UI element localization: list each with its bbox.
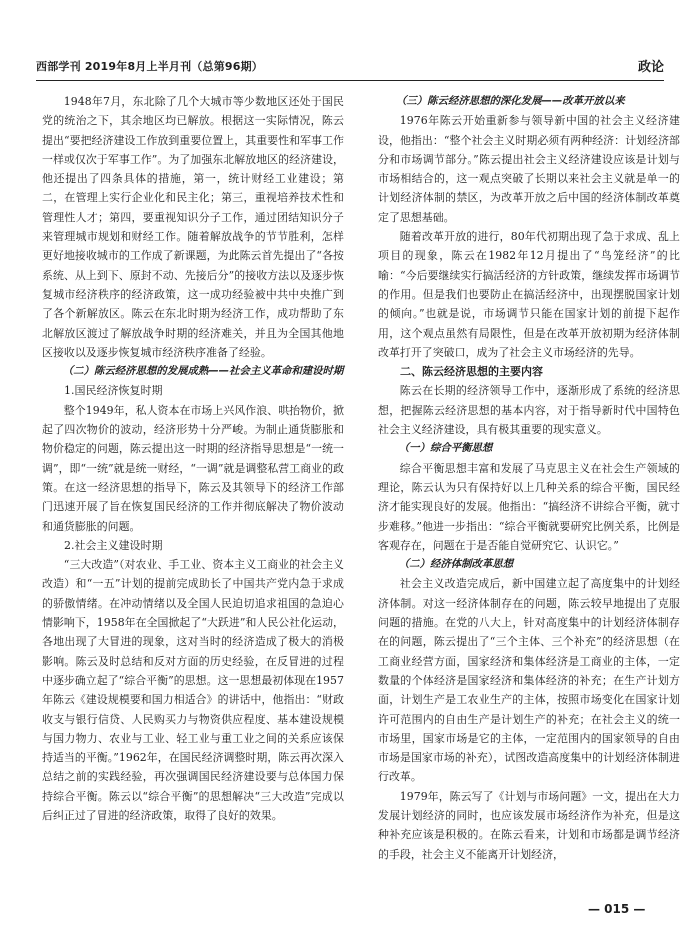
body-paragraph: “三大改造”（对农业、手工业、资本主义工商业的社会主义改造）和“一五”计划的提前完成助长了中国共产党内急于求成的骄傲情绪。在冲动情绪以及全国人民迫切追求祖国的急迫心情影响下，1958年在全国掀起了“大跃进”和人民公社化运动，各地出现了大冒进的现象，这对当时的经济造成了极大的消极影响。陈云及时总结和反对方面的历史经验，在反冒进的过程中逐步确立起了“综合平衡”的思想。这一思想最初体现在1957年陈云《建设规模要和国力相适合》的讲话中，他指出：“财政收支与银行信贷、人民购买力与物资供应程度、基本建设规模与国力物力、农业与工业、轻工业与重工业之间的关系应该保持适当的平衡。”1962年，在国民经济调整时期，陈云再次深入总结之前的实践经验，再次强调国民经济建设要与总体国力保持综合平衡。陈云以“综合平衡”的思想解决“三大改造”完成以后纠正过了冒进的经济政策，取得了良好的效果。 [42, 558, 344, 822]
journal-title: 西部学刊 2019年8月上半月刊（总第96期） [36, 60, 264, 73]
main-heading: 二、陈云经济思想的主要内容 [400, 365, 543, 379]
body-paragraph: 社会主义改造完成后，新中国建立起了高度集中的计划经济体制。对这一经济体制存在的问题，陈云较早地提出了克服问题的措施。在党的八大上，针对高度集中的计划经济体制存在的问题，陈云提出了“三个主体、三个补充”的经济思想（在工商业经营方面，国家经济和集体经济是工商业的主体，一定数量的个体经济是国家经济和集体经济的补充；在生产计划方面，计划生产是工农业生产的主体，按照市场变化在国家计划许可范围内的自由生产是计划生产的补充；在社会主义的统一市场里，国家市场是它的主体，一定范围内的国家领导的自由市场是国家市场的补充），试图改造高度集中的计划经济体制进行改革。 [378, 577, 680, 784]
section-heading: （一）综合平衡思想 [398, 442, 493, 455]
section-label: 政论 [637, 60, 664, 75]
section-heading: （二）陈云经济思想的发展成熟——社会主义革命和建设时期 [62, 365, 344, 378]
body-paragraph: 1979年，陈云写了《计划与市场问题》一文，提出在大力发展计划经济的同时，也应该发展市场经济作为补充，但是这种补充应该是积极的。在陈云看来，计划和市场都是调节经济的手段，社会主义不能离开计划经济， [378, 789, 680, 861]
section-heading: （三）陈云经济思想的深化发展——改革开放以来 [396, 95, 625, 107]
body-paragraph: 整个1949年，私人资本在市场上兴风作浪、哄抬物价，掀起了四次物价的波动，经济形势十分严峻。为制止通货膨胀和物价稳定的问题，陈云提出这一时期的经济指导思想是“一统一调”，即“一统”就是统一财经，“一调”就是调整私营工商业的政策。在这一经济思想的指导下，陈云及其领导下的经济工作部门迅速开展了旨在恢复国民经济的工作并彻底解决了物价波动和通货膨胀的问题。 [42, 403, 344, 533]
subsection-heading: 1.国民经济恢复时期 [64, 384, 163, 398]
section-heading: （二）经济体制改革思想 [398, 558, 514, 571]
body-paragraph: 综合平衡思想丰富和发展了马克思主义在社会生产领域的理论，陈云认为只有保持好以上几种关系的综合平衡，国民经济才能实现良好的发展。他指出：“搞经济不讲综合平衡，就寸步难移。”他进一步指出：“综合平衡就要研究比例关系，比例是客观存在，问题在于是否能自觉研究它、认识它。” [378, 461, 680, 552]
running-header [36, 58, 664, 76]
subsection-heading: 2.社会主义建设时期 [64, 538, 163, 552]
body-paragraph: 随着改革开放的进行，80年代初期出现了急于求成、乱上项目的现象，陈云在1982年12月提出了“鸟笼经济”的比喻：“今后要继续实行搞活经济的方针政策，继续发挥市场调节的作用。但是我们也要防止在搞活经济中，出现摆脱国家计划的倾向。”也就是说，市场调节只能在国家计划的前提下起作用，这个观点虽然有局限性，但是在改革开放初期为经济体制改革打开了突破口，成为了社会主义市场经济的先导。 [378, 230, 680, 359]
body-paragraph: 1948年7月，东北除了几个大城市等少数地区还处于国民党的统治之下，其余地区均已解放。根据这一实际情况，陈云提出“要把经济建设工作放到重要位置上，其重要性和军事工作一样或仅次于军事工作”。为了加强东北解放地区的经济建设，他还提出了四条具体的措施，第一，统计财经工业建设；第二，在管理上实行企业化和民主化；第三，重视培养技术性和管理性人才；第四，要重视知识分子工作，通过团结知识分子来管理城市规划和财经工作。随着解放战争的节节胜利，怎样更好地接收城市的工作成了新课题，为此陈云首先提出了“各按系统、从上到下、原封不动、先接后分”的接收方法以及逐步恢复城市经济秩序的经济政策，这一成功经验被中共中央推广到了各个新解放区。陈云在东北时期为经济工作，成功帮助了东北解放区渡过了解放战争时期的经济难关，并且为全国其他地区接收以及逐步恢复城市经济秩序准备了经验。 [42, 95, 344, 359]
left-column [42, 92, 344, 825]
body-paragraph: 1976年陈云开始重新参与领导新中国的社会主义经济建设，他指出：“整个社会主义时期必须有两种经济：计划经济部分和市场调节部分。”陈云提出社会主义经济建设应该是计划与市场相结合的，这一观点突破了长期以来社会主义就是单一的计划经济体制的禁区，为改革开放之后中国的经济体制改革奠定了思想基础。 [378, 114, 680, 224]
body-paragraph: 陈云在长期的经济领导工作中，逐渐形成了系统的经济思想，把握陈云经济思想的基本内容，对于指导新时代中国特色社会主义经济建设，具有极其重要的现实意义。 [378, 384, 680, 437]
header-divider [36, 80, 664, 81]
page-number: — 015 — [588, 902, 646, 916]
right-column [378, 92, 680, 864]
